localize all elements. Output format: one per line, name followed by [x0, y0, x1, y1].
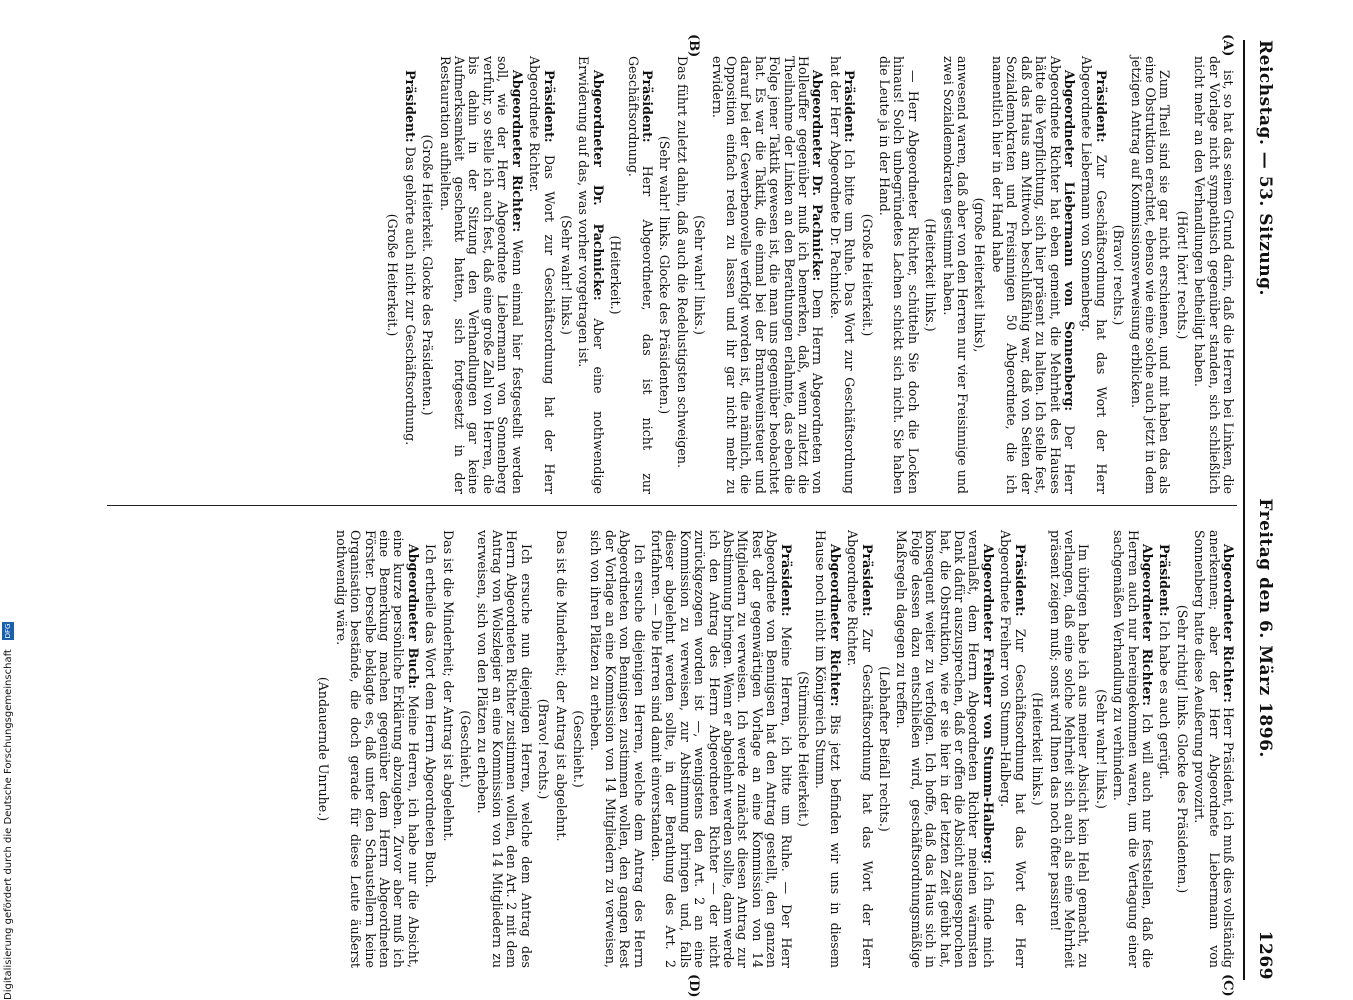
paragraph [990, 56, 1076, 494]
speaker-name: Abgeordneter Richter: [1221, 544, 1236, 703]
paragraph-text: (Sehr wahr! links.) [558, 215, 574, 335]
interjection [420, 56, 434, 494]
interjection [1111, 56, 1125, 494]
margin-mark-d: (D) [686, 974, 701, 998]
paragraph-text: — Herr Abgeordneter Richter, schütteln Sie doch die Locken hinaus! Solch unbegründetes Lachen schickt sich nicht. Sie haben die Leute ja in der Hand. [877, 56, 921, 494]
speaker-name: Präsident: [639, 70, 655, 143]
margin-mark-c: (C) [1220, 974, 1235, 997]
paragraph [940, 56, 969, 494]
paragraph-text: Dem Herrn Abgeordneten von Holleuffer gegenüber muß ich bemerken, daß, wenn zuletzt die Theilnahme der Linken an den Berathungen erlahmte, das eben die Folge jener Taktik gewesen ist, die man uns gegenüber beobachtet hat. Es war die Taktik, die einmal bei der Branntweinsteuer und darauf bei der Gewerbenovelle verfolgt worden ist, die nämlich, die Opposition einfach reden zu lassen und ihr gar nicht mehr zu erwidern. [709, 56, 826, 494]
interjection [608, 56, 622, 494]
digitization-credit [0, 0, 18, 1000]
paragraph-text: Das Wort zur Geschäftsordnung hat der Herr Abgeordnete Richter. [527, 56, 557, 494]
header-date: Freitag den 6. März 1896. [1255, 498, 1275, 758]
paragraph-text: (Große Heiterkeit. Glocke des Präsidenten.) [420, 134, 436, 416]
paragraph-text: (Heiterkeit.) [608, 235, 624, 315]
paragraph [649, 530, 793, 968]
paragraph-text: Meine Herren, ich habe nur die Absicht, eine kurze persönliche Erklärung abzugeben. Zuvor aber muß ich eine Bemerkung machen gegenüber dem Herrn Abgeordneten Förster. Derselbe beklagte es, daß unter den Schaustellern keine Organisation bestände, die doch gerade für diese Leute äußerst nothwendig wäre. [333, 530, 421, 968]
interjection [972, 56, 986, 494]
paragraph-text: (Bravo! rechts.) [536, 698, 552, 800]
paragraph-text: Zur Geschäftsordnung hat das Wort der Herr Abgeordnete Liebermann von Sonnenberg. [1079, 56, 1109, 494]
paragraph-text: anwesend waren, daß aber von den Herren nur vier Freisinnige und zwei Sozialdemokraten gestimmt haben. [940, 56, 971, 494]
right-column [35, 530, 1235, 968]
speaker-name: Präsident: [402, 70, 418, 143]
interjection [458, 530, 472, 968]
interjection [1030, 530, 1044, 968]
speaker-name: Präsident: [859, 544, 875, 617]
paragraph-text: (Lebhafter Beifall rechts.) [877, 666, 893, 832]
paragraph-text: (Andauernde Unruhe.) [316, 676, 332, 822]
speaker-name: Abgeordneter Richter: [827, 544, 843, 707]
paragraph-text: Zur Geschäftsordnung hat das Wort der Herr Abgeordnete Richter. [845, 530, 875, 968]
speaker-name: Abgeordneter Freiherr von Stumm-Halberg: [980, 544, 996, 864]
paragraph-text: Das ist die Minderheit; der Antrag ist abgelehnt. [440, 530, 456, 842]
speaker-name: Präsident: [1157, 544, 1173, 617]
paragraph-text: (Heiterkeit links.) [923, 218, 939, 332]
paragraph-text: (Geschieht.) [570, 710, 586, 788]
paragraph-text: Das gehörte auch nicht zur Geschäftsordnung. [402, 146, 418, 446]
header-rule [1243, 40, 1245, 980]
paragraph [553, 530, 567, 968]
header-date-and-page [1255, 498, 1275, 980]
interjection [1093, 530, 1107, 968]
paragraph [1192, 56, 1235, 494]
page-number: 1269 [1255, 930, 1275, 980]
interjection [559, 56, 573, 494]
paragraph-text: (Sehr wahr! links. Glocke des Präsidenten.) [657, 135, 673, 415]
interjection [571, 530, 585, 968]
paragraph-text: Ich ersuche diejenigen Herren, welche dem Antrag des Herrn Abgeordneten von Bennigsen zustimmen wollen, den gangen Rest der Vorlage an eine Kommission von 14 Mitgliedern zu verweisen, sich von ihren Plätzen zu erheben. [588, 530, 647, 968]
paragraph-text: Zur Geschäftsordnung hat das Wort der Herr Abgeordnete Freiherr von Stumm-Halberg. [998, 530, 1028, 968]
speaker-name: Abgeordneter Dr. Pachnicke: [590, 70, 606, 301]
interjection [859, 56, 873, 494]
paragraph-text: (Hört! hört! rechts.) [1174, 210, 1190, 340]
margin-mark-b: (B) [686, 34, 701, 58]
speaker-name: Präsident: [1012, 544, 1028, 617]
paragraph [1157, 530, 1171, 968]
speaker-name: Präsident: [842, 70, 858, 143]
paragraph-text: ist, so hat das seinen Grund darin, daß die Herren bei Linken, die der Vorlage nicht sympathisch gegenüber standen, sich schließlich nicht mehr an den Verhandlungen betheiligt haben. [1192, 56, 1236, 494]
paragraph-text: Meine Herren, ich bitte um Ruhe. — Der Herr Abgeordnete von Bennigsen hat den Antrag gestellt, den ganzen Rest der gegenwärtigen Vorlage an eine Kommission von 14 Mitgliedern zu verweisen. Ich werde zunächst diesen Antrag zur Abstimmung bringen. Wenn er abgelehnt werden sollte, dann werde ich den Antrag des Herrn Abgeordneten Richter — der nicht zurückgezogen worden ist —, wenigstens den Art. 2 an eine Kommission zu verweisen, zur Abstimmung bringen und, falls dieser abgelehnt werden sollte, in der Berathung des Art. 2 fortfahren. — Die Herren sind damit einverstanden. [648, 530, 794, 968]
paragraph [475, 530, 533, 968]
speaker-name: Abgeordneter Richter: [1139, 544, 1155, 706]
interjection [536, 530, 550, 968]
paragraph [1128, 56, 1171, 494]
paragraph-text: (Große Heiterkeit.) [385, 213, 401, 337]
paragraph [1047, 530, 1090, 968]
paragraph [437, 56, 523, 494]
paragraph [845, 530, 874, 968]
paragraph [1192, 530, 1235, 968]
paragraph [827, 56, 856, 494]
paragraph-text: Im übrigen habe ich aus meiner Absicht kein Hehl gemacht, zu verlangen, daß eine solche Mehrheit sich auch als eine Mehrheit präsent zeigen muß; sonst wird Ihnen das noch öfter passiren! [1047, 530, 1092, 968]
paragraph-text: (Heiterkeit links.) [1030, 692, 1046, 806]
paragraph-text: (Geschieht.) [458, 710, 474, 788]
margin-mark-a: (A) [1220, 34, 1235, 57]
paragraph-text: Ich finde mich veranlaßt, dem Herrn Abgeordneten Richter meinen wärmsten Dank dafür auszusprechen, daß er offen die Absicht ausgesprochen hat, die Obstruktion, wie er sie hier in der letzten Zeit geübt hat, konsequent weiter zu verfolgen. Ich hoffe, daß das Haus sich in Folge dessen dazu entschließen wird, geschäftsordnungsmäßige Maßregeln dagegen zu treffen. [894, 530, 996, 968]
interjection [385, 56, 399, 494]
paragraph-text: Der Herr Abgeordnete Richter hat eben gemeint, die Mehrheit des Hauses hätte die Verpflichtung, sich hier präsent zu halten. Ich stelle fest, daß das Haus am Mittwoch beschlußfähig war, daß von Seiten der Sozialdemokraten und Freisinnigen 50 Abgeordnete, die ich namentlich hier in der Hand habe [989, 56, 1077, 494]
paragraph [1079, 56, 1108, 494]
interjection [316, 530, 330, 968]
paragraph-text: Aber eine nothwendige Erwiderung auf das, was vorher vorgetragen ist. [576, 56, 606, 494]
speaker-name: Abgeordneter Richter: [509, 70, 525, 233]
paragraph-text: Ich ersuche nun diejenigen Herren, welche dem Antrag des Herrn Abgeordneten Richter zustimmen wollen, den Art. 2 mit dem Antrag von Wolszlegier an eine Kommission von 14 Mitgliedern zu verweisen, sich von den Plätzen zu erheben. [475, 530, 534, 968]
speaker-name: Abgeordneter Liebermann von Sonnenberg: [1061, 70, 1077, 412]
dfg-logo: DFG [4, 623, 12, 639]
column-divider [107, 505, 1237, 506]
paragraph [625, 56, 654, 494]
paragraph-text: Ich bitte um Ruhe. Das Wort zur Geschäftsordnung hat der Herr Abgeordnete Dr. Pachnicke. [827, 56, 858, 494]
paragraph-text: (große Heiterkeit links), [972, 197, 988, 353]
left-column [35, 56, 1235, 494]
speaker-name: Präsident: [778, 544, 794, 617]
paragraph [576, 56, 605, 494]
paragraph [709, 56, 824, 494]
page-header [1249, 40, 1275, 980]
paragraph [1111, 530, 1154, 968]
paragraph-text: (Sehr wahr! links.) [1093, 689, 1109, 809]
paragraph [894, 530, 995, 968]
paragraph [402, 56, 416, 494]
paragraph-text: (Große Heiterkeit.) [859, 213, 875, 337]
paragraph-text: Herr Präsident, ich muß dies vollständig anerkennen; aber der Herr Abgeordnete Liebermann von Sonnenberg hatte diese Aeußerung provozirt. [1192, 530, 1236, 968]
paragraph [588, 530, 646, 968]
paragraph-text: Herr Abgeordneter, das ist nicht zur Geschäftsordnung. [625, 56, 655, 494]
interjection [877, 530, 891, 968]
paragraph [998, 530, 1027, 968]
speaker-name: Präsident: [541, 70, 557, 143]
paragraph-text: (Sehr richtig! links. Glocke des Präsidenten.) [1174, 604, 1190, 894]
paragraph-text: Zum Theil sind sie gar nicht erschienen, und mit haben das als eine Obstruktion erachtet, ebenso wie eine solche auch jetzt in dem jetzigen Antrag auf Kommissionsverweisung erblicken. [1128, 56, 1173, 494]
interjection [692, 56, 706, 494]
paragraph [674, 56, 688, 494]
paragraph-text: Ich habe es auch gerügt. [1157, 620, 1173, 780]
paragraph-text: (Bravo! rechts.) [1111, 224, 1127, 326]
speaker-name: Abgeordneter Buch: [405, 544, 421, 689]
paragraph-text: (Sehr wahr! links.) [692, 215, 708, 335]
paragraph [877, 56, 920, 494]
paragraph [333, 530, 419, 968]
paragraph-text: Ich will auch nur feststellen, daß die Herren auch nur hereingekommen waren, um die Vertagung einer sachgemäßen Verhandlung zu verhindern. [1111, 530, 1155, 968]
header-title: Reichstag. — 53. Sitzung. [1255, 40, 1275, 296]
paragraph-text: Das ist die Minderheit; der Antrag ist abgelehnt. [553, 530, 569, 842]
paragraph-text: Wenn einmal hier festgestellt werden soll, wie der Herr Abgeordnete Liebermann von Sonnenberg verfuhr, so stelle ich auch fest, daß eine große Zahl von Herren, die bis dahin in der Sitzung den Verhandlungen gar keine Aufmerksamkeit geschenkt hatten, sich fortgesetzt in der Restauration aufhielten. [437, 56, 525, 494]
paragraph-text: Das führt zuletzt dahin, daß auch die Redelustigsten schweigen. [674, 56, 690, 468]
speaker-name: Abgeordneter Dr. Pachnicke: [810, 70, 826, 282]
interjection [1174, 530, 1188, 968]
paragraph-text: Ich ertheile das Wort dem Herrn Abgeordneten Buch. [423, 544, 439, 888]
paragraph-text: Bis jetzt befinden wir uns in diesem Hause noch nicht im Königreich Stumm. [813, 530, 843, 968]
interjection [923, 56, 937, 494]
credit-text: Digitalisierung gefördert durch die Deutsche Forschungsgemeinschaft [3, 649, 14, 1000]
paragraph [527, 56, 556, 494]
interjection [657, 56, 671, 494]
paragraph [440, 530, 454, 968]
paragraph [813, 530, 842, 968]
speaker-name: Präsident: [1093, 70, 1109, 143]
interjection [796, 530, 810, 968]
interjection [1174, 56, 1188, 494]
paragraph-text: (Stürmische Heiterkeit.) [796, 671, 812, 827]
paragraph [423, 530, 437, 968]
